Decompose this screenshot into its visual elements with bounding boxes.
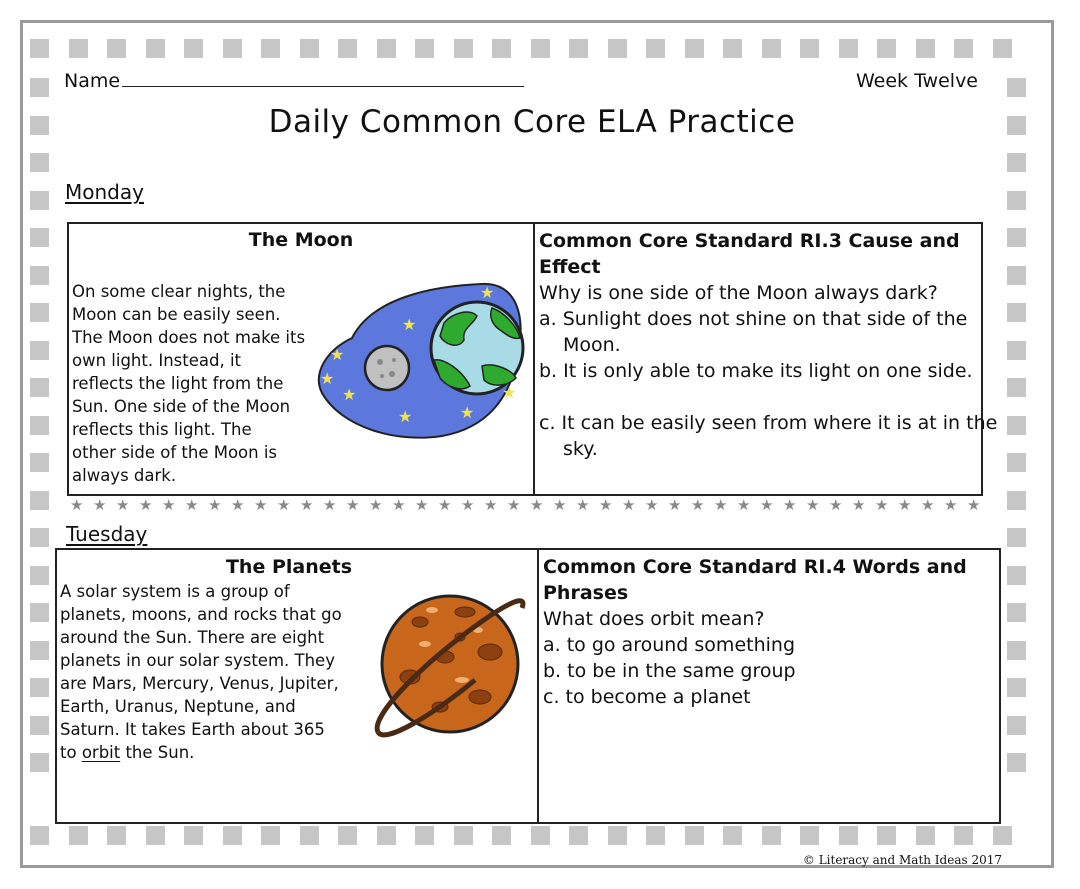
border-square: [454, 39, 473, 58]
standard-title-line: Common Core Standard RI.3 Cause and: [539, 230, 960, 252]
moon-earth-icon: [312, 278, 534, 442]
divider-star: ★: [254, 496, 268, 514]
divider-star: ★: [760, 496, 774, 514]
border-square: [338, 39, 357, 58]
border-square: [646, 39, 665, 58]
divider-star: ★: [392, 496, 406, 514]
tuesday-heading: Tuesday: [66, 522, 148, 546]
border-square: [377, 39, 396, 58]
border-square: [531, 39, 550, 58]
divider-star: ★: [691, 496, 705, 514]
tuesday-option-b[interactable]: b. to be in the same group: [543, 660, 796, 682]
border-square: [1007, 341, 1026, 360]
border-square: [531, 826, 550, 845]
border-square: [723, 39, 742, 58]
border-square: [30, 603, 49, 622]
border-square: [30, 341, 49, 360]
border-square: [30, 303, 49, 322]
passage-line: planets in our solar system. They: [60, 651, 335, 670]
border-square: [646, 826, 665, 845]
divider-star: ★: [484, 496, 498, 514]
border-square: [30, 266, 49, 285]
border-square: [30, 716, 49, 735]
border-square: [916, 39, 935, 58]
border-square: [993, 826, 1012, 845]
tuesday-question: What does orbit mean?: [543, 608, 765, 630]
standard-title-line: Common Core Standard RI.4 Words and: [543, 556, 967, 578]
border-square: [30, 528, 49, 547]
passage-line: A solar system is a group of: [60, 582, 290, 601]
border-square: [993, 39, 1012, 58]
border-square: [492, 39, 511, 58]
passage-line: planets, moons, and rocks that go: [60, 605, 342, 624]
tuesday-passage-title: The Planets: [225, 556, 353, 578]
border-square: [1007, 191, 1026, 210]
monday-option-c[interactable]: c. It can be easily seen from where it is at in the sky.: [539, 412, 998, 460]
svg-text:★: ★: [398, 407, 413, 426]
divider-star: ★: [438, 496, 452, 514]
svg-text:★: ★: [460, 403, 475, 422]
standard-title-line: Phrases: [543, 582, 629, 604]
border-square: [30, 641, 49, 660]
monday-standard-title: [539, 228, 979, 280]
border-square: [762, 826, 781, 845]
divider-star: ★: [461, 496, 475, 514]
name-blank-line[interactable]: [122, 72, 524, 87]
passage-line: reflects the light from the: [72, 374, 284, 393]
border-square: [184, 826, 203, 845]
star-divider: [70, 496, 980, 514]
name-label: Name: [64, 70, 121, 92]
passage-line: Sun. One side of the Moon: [72, 397, 291, 416]
svg-text:★: ★: [402, 315, 417, 334]
tuesday-passage: [60, 580, 370, 764]
border-square: [1007, 566, 1026, 585]
passage-line: reflects this light. The: [72, 420, 252, 439]
divider-star: ★: [599, 496, 613, 514]
divider-star: ★: [714, 496, 728, 514]
border-square: [1007, 378, 1026, 397]
passage-line: On some clear nights, the: [72, 282, 286, 301]
divider-star: ★: [277, 496, 291, 514]
border-square: [146, 39, 165, 58]
border-square: [1007, 266, 1026, 285]
tuesday-option-c[interactable]: c. to become a planet: [543, 686, 751, 708]
divider-star: ★: [185, 496, 199, 514]
monday-passage-title: The Moon: [248, 229, 354, 251]
divider-star: ★: [231, 496, 245, 514]
tuesday-option-a[interactable]: a. to go around something: [543, 634, 796, 656]
divider-star: ★: [783, 496, 797, 514]
border-square: [377, 826, 396, 845]
divider-star: ★: [139, 496, 153, 514]
border-square: [30, 191, 49, 210]
border-square: [30, 678, 49, 697]
border-square: [954, 39, 973, 58]
divider-star: ★: [530, 496, 544, 514]
border-square: [685, 826, 704, 845]
border-square: [30, 378, 49, 397]
border-square: [300, 826, 319, 845]
border-square: [1007, 416, 1026, 435]
svg-text:★: ★: [480, 283, 495, 302]
divider-star: ★: [323, 496, 337, 514]
border-square: [569, 826, 588, 845]
border-square: [415, 826, 434, 845]
divider-star: ★: [208, 496, 222, 514]
divider-star: ★: [553, 496, 567, 514]
border-square: [1007, 528, 1026, 547]
border-square: [30, 416, 49, 435]
divider-star: ★: [369, 496, 383, 514]
divider-star: ★: [967, 496, 981, 514]
border-square: [30, 228, 49, 247]
copyright-notice: © Literacy and Math Ideas 2017: [802, 853, 1002, 867]
page-title: Daily Common Core ELA Practice: [268, 104, 796, 140]
divider-star: ★: [852, 496, 866, 514]
divider-star: ★: [622, 496, 636, 514]
svg-text:★: ★: [320, 369, 335, 388]
monday-passage: [72, 280, 322, 487]
border-square: [30, 39, 49, 58]
border-square: [954, 826, 973, 845]
passage-line: [60, 741, 370, 764]
name-field[interactable]: [64, 70, 524, 92]
passage-fragment: the Sun.: [120, 743, 195, 762]
divider-star: ★: [737, 496, 751, 514]
divider-star: ★: [415, 496, 429, 514]
divider-star: ★: [300, 496, 314, 514]
tuesday-standard-title: [543, 554, 993, 606]
border-square: [69, 39, 88, 58]
border-square: [107, 39, 126, 58]
border-square: [839, 826, 858, 845]
border-square: [608, 39, 627, 58]
border-square: [1007, 716, 1026, 735]
border-square: [223, 39, 242, 58]
border-square: [184, 39, 203, 58]
border-square: [107, 826, 126, 845]
passage-line: Earth, Uranus, Neptune, and: [60, 697, 296, 716]
border-square: [30, 153, 49, 172]
monday-heading: Monday: [65, 180, 144, 204]
passage-line: own light. Instead, it: [72, 351, 242, 370]
divider-star: ★: [576, 496, 590, 514]
svg-text:★: ★: [330, 345, 345, 364]
border-square: [30, 566, 49, 585]
divider-star: ★: [921, 496, 935, 514]
border-square: [261, 39, 280, 58]
border-square: [300, 39, 319, 58]
standard-title-line: Effect: [539, 256, 601, 278]
passage-line: are Mars, Mercury, Venus, Jupiter,: [60, 674, 339, 693]
divider-star: ★: [116, 496, 130, 514]
divider-star: ★: [668, 496, 682, 514]
border-square: [492, 826, 511, 845]
border-square: [69, 826, 88, 845]
saturn-icon: [370, 582, 530, 747]
border-square: [608, 826, 627, 845]
passage-line: Saturn. It takes Earth about 365: [60, 720, 325, 739]
divider-star: ★: [806, 496, 820, 514]
passage-line: around the Sun. There are eight: [60, 628, 325, 647]
border-square: [454, 826, 473, 845]
border-square: [762, 39, 781, 58]
divider-star: ★: [346, 496, 360, 514]
passage-fragment: to: [60, 743, 82, 762]
border-square: [338, 826, 357, 845]
week-label: Week Twelve: [856, 70, 978, 92]
divider-star: ★: [93, 496, 107, 514]
border-square: [877, 826, 896, 845]
border-square: [1007, 678, 1026, 697]
border-square: [800, 39, 819, 58]
passage-line: always dark.: [72, 466, 177, 485]
border-square: [877, 39, 896, 58]
border-square: [685, 39, 704, 58]
divider-star: ★: [507, 496, 521, 514]
svg-text:★: ★: [502, 383, 517, 402]
border-square: [723, 826, 742, 845]
border-square: [223, 826, 242, 845]
border-square: [30, 826, 49, 845]
border-square: [1007, 753, 1026, 772]
border-square: [1007, 603, 1026, 622]
svg-text:★: ★: [342, 385, 357, 404]
border-square: [569, 39, 588, 58]
monday-question: Why is one side of the Moon always dark?: [539, 282, 938, 304]
border-square: [839, 39, 858, 58]
border-square: [261, 826, 280, 845]
border-square: [30, 78, 49, 97]
vocab-word-orbit: orbit: [81, 743, 121, 762]
divider-star: ★: [645, 496, 659, 514]
passage-line: Moon can be easily seen.: [72, 305, 281, 324]
border-square: [800, 826, 819, 845]
divider-star: ★: [875, 496, 889, 514]
monday-option-a[interactable]: a. Sunlight does not shine on that side of the Moon.: [539, 308, 968, 356]
border-square: [1007, 153, 1026, 172]
passage-line: The Moon does not make its: [72, 328, 306, 347]
border-square: [146, 826, 165, 845]
divider-star: ★: [829, 496, 843, 514]
border-square: [1007, 491, 1026, 510]
border-square: [1007, 228, 1026, 247]
divider-star: ★: [944, 496, 958, 514]
passage-line: other side of the Moon is: [72, 443, 278, 462]
border-square: [916, 826, 935, 845]
border-square: [1007, 453, 1026, 472]
border-square: [415, 39, 434, 58]
border-square: [30, 753, 49, 772]
border-square: [1007, 78, 1026, 97]
border-square: [30, 453, 49, 472]
border-square: [1007, 303, 1026, 322]
divider-star: ★: [898, 496, 912, 514]
monday-option-b[interactable]: b. It is only able to make its light on one side.: [539, 360, 973, 382]
divider-star: ★: [70, 496, 84, 514]
divider-star: ★: [162, 496, 176, 514]
border-square: [1007, 641, 1026, 660]
border-square: [30, 491, 49, 510]
